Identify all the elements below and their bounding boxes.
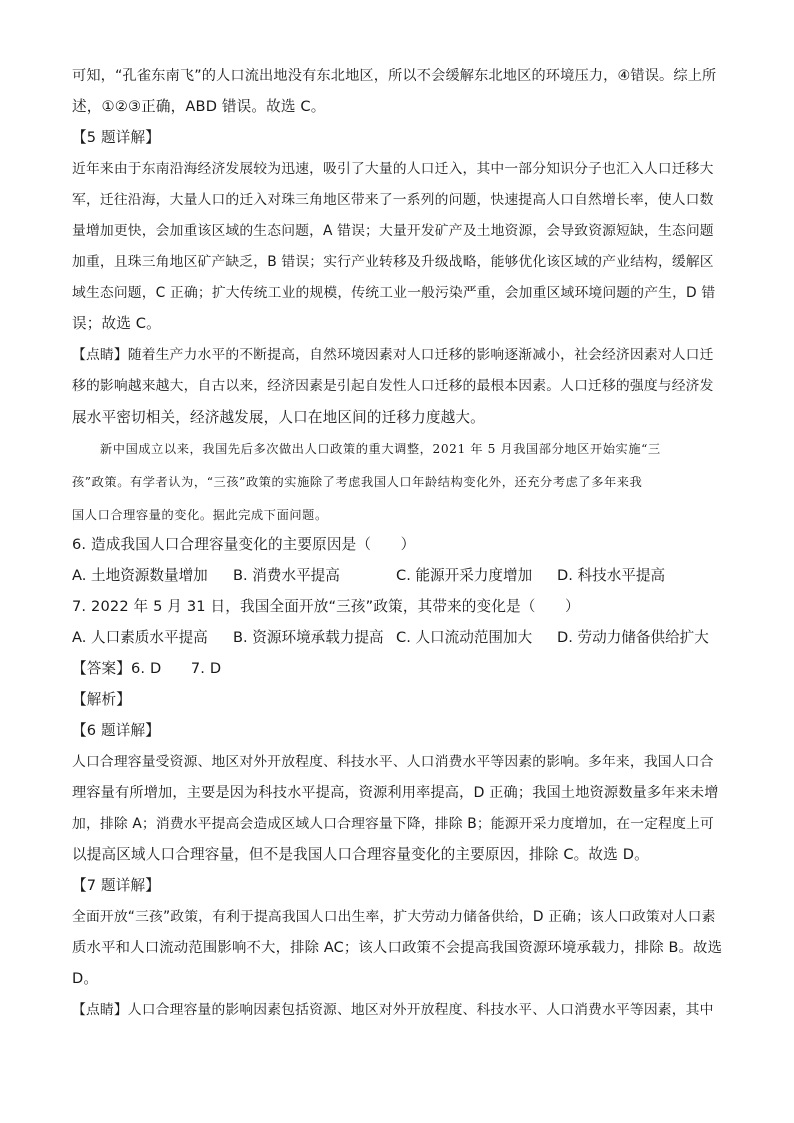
option-7d: D. 劳动力储备供给扩大 (557, 629, 709, 646)
option-6a: A. 土地资源数量增加 (72, 567, 208, 584)
option-6c: C. 能源开采力度增加 (396, 567, 533, 584)
text-line: 可知，“孔雀东南飞”的人口流出地没有东北地区，所以不会缓解东北地区的环境压力，④错误。综上所 (72, 68, 717, 84)
text-line: 军，迁往沿海，大量人口的迁入对珠三角地区带来了一系列的问题，快速提高人口自然增长率，使人口数 (72, 192, 714, 208)
section-heading-6: 【6 题详解】 (72, 722, 160, 739)
passage-line: 国人口合理容量的变化。据此完成下面问题。 (72, 508, 328, 522)
text-line: 近年来由于东南沿海经济发展较为迅速，吸引了大量的人口迁入，其中一部分知识分子也汇入人口迁移大 (72, 161, 714, 177)
text-line: 人口合理容量受资源、地区对外开放程度、科技水平、人口消费水平等因素的影响。多年来，我国人口合 (72, 754, 714, 770)
text-line: 移的影响越来越大，自古以来，经济因素是引起自发性人口迁移的最根本因素。人口迁移的强度与经济发 (72, 378, 714, 394)
question-6: 6. 造成我国人口合理容量变化的主要原因是（ ） (72, 536, 416, 553)
question-7: 7. 2022 年 5 月 31 日，我国全面开放“三孩”政策，其带来的变化是（ ） (72, 598, 580, 615)
passage-line: 孩”政策。有学者认为，“三孩”政策的实施除了考虑我国人口年龄结构变化外，还充分考虑了多年来我 (72, 475, 643, 489)
text-line: 量增加更快，会加重该区域的生态问题，A 错误；大量开发矿产及土地资源，会导致资源短缺，生态问题 (72, 223, 714, 239)
text-line: 误；故选 C。 (72, 315, 161, 332)
text-line: 述，①②③正确，ABD 错误。故选 C。 (72, 98, 326, 115)
analysis-heading: 【解析】 (72, 691, 131, 708)
passage-line: 新中国成立以来，我国先后多次做出人口政策的重大调整，2021 年 5 月我国部分地区开始实施“三 (100, 442, 661, 456)
section-heading-5: 【5 题详解】 (72, 129, 160, 146)
option-6b: B. 消费水平提高 (233, 567, 340, 584)
text-line: D。 (72, 970, 99, 987)
text-line: 展水平密切相关，经济越发展，人口在地区间的迁移力度越大。 (72, 409, 485, 426)
tip-paragraph: 【点睛】随着生产力水平的不断提高，自然环境因素对人口迁移的影响逐渐减小，社会经济因素对人口迁 (72, 347, 714, 363)
section-heading-7: 【7 题详解】 (72, 877, 160, 894)
text-line: 加，排除 A；消费水平提高会造成区域人口合理容量下降，排除 B；能源开采力度增加，在一定程度上可 (72, 816, 714, 832)
tip-paragraph: 【点睛】人口合理容量的影响因素包括资源、地区对外开放程度、科技水平、人口消费水平等因素，其中 (72, 1002, 714, 1018)
option-7c: C. 人口流动范围加大 (396, 629, 533, 646)
text-line: 域生态问题，C 正确；扩大传统工业的规模，传统工业一般污染严重，会加重区域环境问题的产生，D 错 (72, 285, 716, 301)
text-line: 加重，且珠三角地区矿产缺乏，B 错误；实行产业转移及升级战略，能够优化该区域的产业结构，缓解区 (72, 254, 714, 270)
option-7b: B. 资源环境承载力提高 (233, 629, 384, 646)
text-line: 全面开放“三孩”政策，有利于提高我国人口出生率，扩大劳动力储备供给，D 正确；该人口政策对人口素 (72, 909, 716, 925)
option-6d: D. 科技水平提高 (557, 567, 666, 584)
text-line: 质水平和人口流动范围影响不大，排除 AC；该人口政策不会提高我国资源环境承载力，排除 B。故选 (72, 940, 723, 956)
text-line: 理容量有所增加，主要是因为科技水平提高，资源利用率提高，D 正确；我国土地资源数量多年来未增 (72, 785, 719, 801)
answer-line: 【答案】6. D 7. D (72, 660, 222, 677)
option-7a: A. 人口素质水平提高 (72, 629, 208, 646)
text-line: 以提高区域人口合理容量，但不是我国人口合理容量变化的主要原因，排除 C。故选 D。 (72, 846, 649, 863)
